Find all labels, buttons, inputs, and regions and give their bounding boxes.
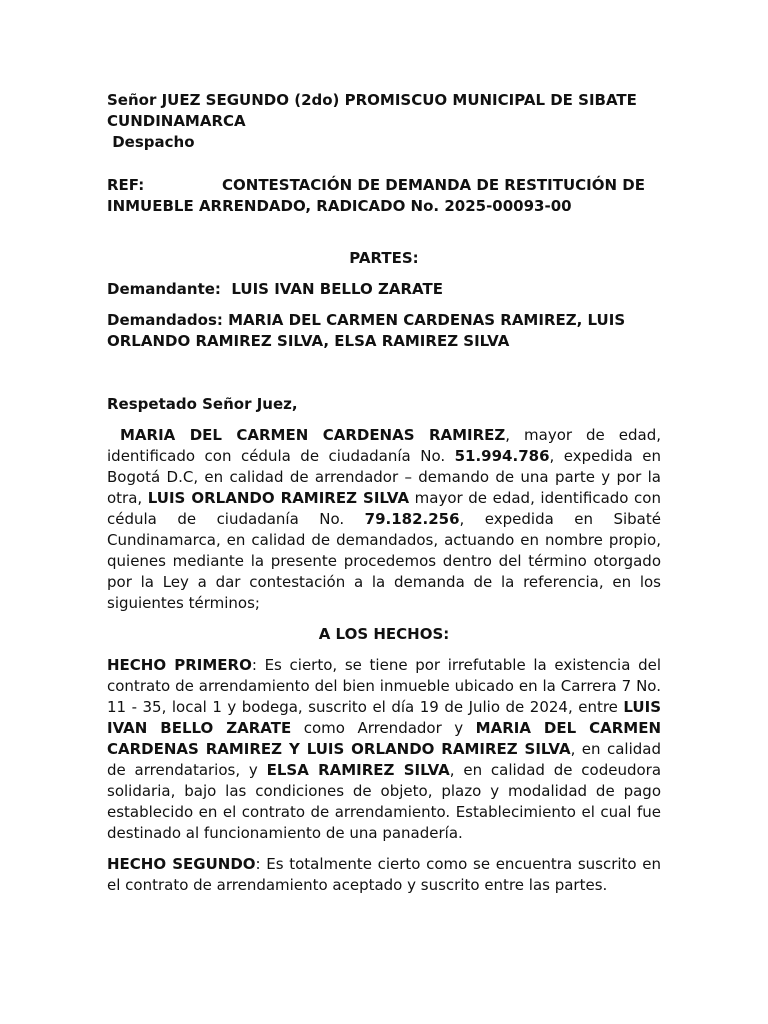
defendants-line bbox=[107, 310, 661, 352]
addressee-block bbox=[107, 90, 661, 153]
fact-second-paragraph: HECHO SEGUNDO: Es totalmente cierto como se encuentra suscrito en el contrato de arrendamiento aceptado y suscrito entre las partes. bbox=[107, 855, 661, 894]
intro-id-2: 79.182.256 bbox=[364, 510, 460, 528]
greeting: Respetado Señor Juez, bbox=[107, 395, 298, 413]
facts-heading: A LOS HECHOS: bbox=[318, 625, 450, 643]
defendants-names: MARIA DEL CARMEN CARDENAS RAMIREZ, LUIS ORLANDO RAMIREZ SILVA, ELSA RAMIREZ SILVA bbox=[107, 311, 626, 350]
fact-first-paragraph: HECHO PRIMERO: Es cierto, se tiene por irrefutable la existencia del contrato de arrendamiento del bien inmueble ubicado en la Carrera 7 No. 11 - 35, local 1 y bodega, suscrito el día 19 de Julio de 2024, entre LUIS IVAN BELLO ZARATE como Arrendador y MARIA DEL CARMEN CARDENAS RAMIREZ Y LUIS ORLANDO RAMIREZ SILVA, en calidad de arrendatarios, y ELSA RAMIREZ SILVA, en calidad de codeudora solidaria, bajo las condiciones de objeto, plazo y modalidad de pago establecido en el contrato de arrendamiento. Establecimiento el cual fue destinado al funcionamiento de una panadería. bbox=[107, 656, 662, 842]
reference-line bbox=[107, 175, 661, 217]
document-page bbox=[107, 90, 661, 906]
intro-name-2: LUIS ORLANDO RAMIREZ SILVA bbox=[147, 489, 410, 507]
fact-first-label: HECHO PRIMERO bbox=[107, 656, 252, 674]
intro-id-1: 51.994.786 bbox=[454, 447, 550, 465]
intro-paragraph: MARIA DEL CARMEN CARDENAS RAMIREZ, mayor de edad, identificado con cédula de ciudadanía No. 51.994.786, expedida en Bogotá D.C, en calidad de arrendador – demando de una parte y por la otra, LUIS ORLANDO RAMIREZ SILVA mayor de edad, identificado con cédula de ciudadanía No. 79.182.256, expedida en Sibaté Cundinamarca, en calidad de demandados, actuando en nombre propio, quienes mediante la presente procedemos dentro del término otorgado por la Ley a dar contestación a la demanda de la referencia, en los siguientes términos; bbox=[107, 426, 661, 612]
addressee-line-1: Señor JUEZ SEGUNDO (2do) PROMISCUO MUNICIPAL DE SIBATE bbox=[107, 91, 637, 109]
reference-label: REF: bbox=[107, 176, 145, 194]
plaintiff-line bbox=[107, 279, 661, 300]
addressee-line-3: Despacho bbox=[107, 133, 195, 151]
plaintiff-label: Demandante: bbox=[107, 280, 221, 298]
fact-second-label: HECHO SEGUNDO bbox=[107, 855, 256, 873]
reference-text: CONTESTACIÓN DE DEMANDA DE RESTITUCIÓN DE INMUEBLE ARRENDADO, RADICADO No. 2025-00093-00 bbox=[107, 176, 645, 215]
parties-heading: PARTES: bbox=[349, 249, 419, 267]
plaintiff-name: LUIS IVAN BELLO ZARATE bbox=[231, 280, 443, 298]
addressee-line-2: CUNDINAMARCA bbox=[107, 112, 246, 130]
intro-name-1: MARIA DEL CARMEN CARDENAS RAMIREZ bbox=[120, 426, 506, 444]
defendants-label: Demandados: bbox=[107, 311, 223, 329]
